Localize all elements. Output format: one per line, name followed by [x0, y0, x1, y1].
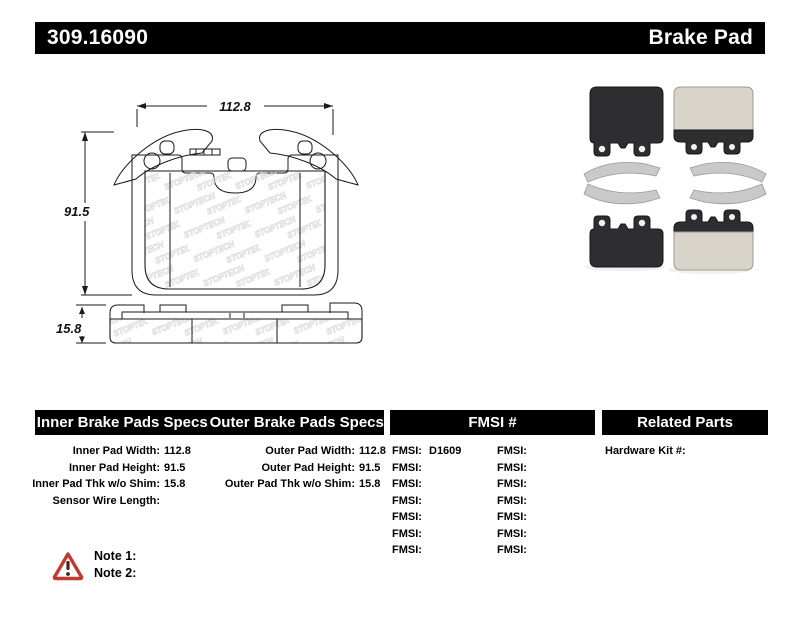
- spec-value: 91.5: [359, 461, 381, 474]
- related-parts-column: [605, 443, 690, 460]
- brake-pad-diagram: [52, 85, 402, 375]
- spec-label: Inner Pad Height:: [68, 461, 160, 474]
- height-dimension: [64, 132, 132, 295]
- technical-drawing: [52, 85, 402, 375]
- fmsi-row: [392, 509, 461, 526]
- spec-label: Inner Pad Width:: [72, 445, 160, 458]
- fmsi-row: [392, 542, 461, 559]
- fmsi-row: [497, 526, 534, 543]
- pad-back-left-bottom: [590, 216, 663, 267]
- spec-row: [28, 493, 191, 510]
- fmsi-header: FMSI #: [468, 414, 517, 431]
- pads-specs-header-bar: [35, 410, 384, 435]
- fmsi-row: [497, 443, 534, 460]
- abutment-clips: [584, 162, 766, 203]
- fmsi-label: FMSI:: [392, 445, 422, 458]
- pad-face-right-bottom: [674, 210, 753, 270]
- fmsi-label: FMSI:: [497, 527, 527, 540]
- spec-row: [203, 460, 386, 477]
- fmsi-label: FMSI:: [392, 544, 422, 557]
- pad-side-view: [110, 303, 362, 343]
- fmsi-column-right: [497, 443, 534, 559]
- fmsi-row: [392, 460, 461, 477]
- related-parts-header-bar: [602, 410, 768, 435]
- note-1-label: Note 1:: [94, 549, 137, 563]
- fmsi-column-left: [392, 443, 461, 559]
- related-part-row: [605, 443, 690, 460]
- fmsi-label: FMSI:: [392, 461, 422, 474]
- product-name: Brake Pad: [648, 26, 753, 49]
- width-dimension: [137, 99, 333, 135]
- pad-face-right-top: [674, 87, 753, 154]
- outer-specs-column: [203, 443, 386, 493]
- spec-row: [28, 460, 191, 477]
- pad-front-view: [114, 129, 358, 295]
- brake-pads-photo: [580, 82, 770, 277]
- fmsi-row: [497, 460, 534, 477]
- fmsi-row: [392, 476, 461, 493]
- spec-label: Sensor Wire Length:: [52, 494, 160, 507]
- fmsi-label: FMSI:: [497, 461, 527, 474]
- title-bar: [35, 22, 765, 54]
- fmsi-label: FMSI:: [392, 494, 422, 507]
- fmsi-label: FMSI:: [392, 511, 422, 524]
- fmsi-label: FMSI:: [392, 527, 422, 540]
- width-dim-label: 112.8: [219, 99, 251, 114]
- spec-value: 91.5: [164, 461, 186, 474]
- spec-row: [28, 443, 191, 460]
- fmsi-row: [392, 443, 461, 460]
- fmsi-row: [497, 509, 534, 526]
- spec-row: [203, 443, 386, 460]
- spec-value: 112.8: [359, 445, 386, 458]
- fmsi-label: FMSI:: [392, 478, 422, 491]
- thickness-dim-label: 15.8: [56, 321, 82, 336]
- spec-value: 15.8: [359, 478, 381, 491]
- fmsi-row: [392, 526, 461, 543]
- product-photo: [580, 82, 770, 277]
- friction-surface: [145, 171, 325, 289]
- outer-specs-header: Outer Brake Pads Specs: [209, 414, 384, 431]
- fmsi-value: D1609: [429, 445, 462, 458]
- spec-label: Inner Pad Thk w/o Shim:: [32, 478, 160, 491]
- fmsi-row: [497, 542, 534, 559]
- fmsi-row: [497, 493, 534, 510]
- fmsi-label: FMSI:: [497, 494, 527, 507]
- spec-label: Outer Pad Width:: [265, 445, 355, 458]
- height-dim-label: 91.5: [64, 204, 90, 219]
- spec-label: Outer Pad Height:: [261, 461, 355, 474]
- thickness-dimension: [56, 305, 106, 343]
- fmsi-row: [392, 493, 461, 510]
- related-parts-header: Related Parts: [637, 414, 733, 431]
- warning-triangle-icon: [52, 551, 84, 581]
- side-friction: [110, 319, 362, 343]
- fmsi-row: [497, 476, 534, 493]
- fmsi-label: FMSI:: [497, 544, 527, 557]
- fmsi-label: FMSI:: [497, 478, 527, 491]
- fmsi-header-bar: [390, 410, 595, 435]
- spec-label: Outer Pad Thk w/o Shim:: [224, 478, 355, 491]
- part-number: 309.16090: [47, 26, 149, 49]
- note-2-label: Note 2:: [94, 566, 137, 580]
- inner-specs-header: Inner Brake Pads Specs: [36, 414, 208, 431]
- related-part-label: Hardware Kit #:: [605, 445, 686, 458]
- spec-value: 15.8: [164, 478, 186, 491]
- fmsi-label: FMSI:: [497, 445, 527, 458]
- fmsi-label: FMSI:: [497, 511, 527, 524]
- spec-row: [203, 476, 386, 493]
- spec-value: 112.8: [164, 445, 191, 458]
- spec-row: [28, 476, 191, 493]
- inner-specs-column: [28, 443, 191, 509]
- pad-back-left: [590, 87, 663, 156]
